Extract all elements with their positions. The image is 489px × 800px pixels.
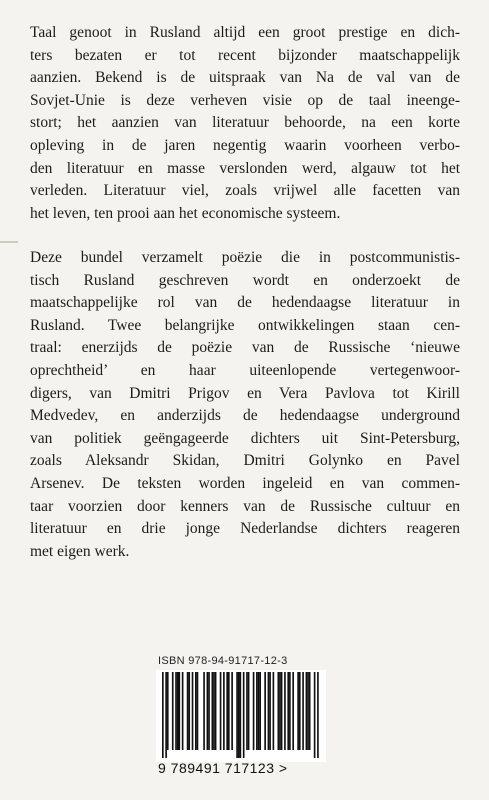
barcode-bar: [264, 672, 266, 750]
barcode-bar: [292, 672, 294, 750]
barcode-bar: [248, 672, 250, 750]
barcode-bar: [273, 672, 275, 750]
text-line: zoals Aleksandr Skidan, Dmitri Golynko en Pavel: [30, 452, 460, 470]
barcode-bar: [195, 672, 197, 750]
text-line: aanzien. Bekend is de uitspraak van Na de val van de: [30, 69, 460, 87]
barcode-bar: [287, 672, 289, 750]
barcode-bar: [289, 672, 291, 750]
barcode-bar: [281, 672, 283, 750]
text-line: maatschappelijke rol van de hedendaagse literatuur in: [30, 294, 460, 312]
cover-mark: [0, 241, 18, 243]
barcode-bar: [192, 672, 194, 750]
text-line: Arsenev. De teksten worden ingeleid en van commen-: [30, 474, 460, 492]
barcode-bar: [306, 672, 308, 750]
text-line: van politiek geëngageerde dichters uit Sint-Petersburg,: [30, 429, 460, 447]
text-line: tisch Rusland geschreven wordt en onderzoekt de: [30, 271, 460, 289]
barcode-bar: [179, 672, 181, 750]
barcode-bar: [307, 672, 309, 750]
barcode-bar: [223, 672, 225, 750]
barcode-bar: [297, 672, 299, 750]
barcode-bar: [226, 672, 228, 750]
barcode-bar: [278, 672, 280, 750]
barcode-bar: [167, 672, 169, 750]
text-line: Taal genoot in Rusland altijd een groot prestige en dich-: [30, 24, 460, 41]
barcode-bars: [156, 670, 326, 762]
barcode-bar: [243, 672, 245, 758]
barcode-bar: [228, 672, 230, 750]
barcode-bar: [246, 672, 248, 750]
barcode-bar: [215, 672, 217, 750]
barcode-bar: [188, 672, 190, 750]
text-line: Sovjet-Unie is deze verheven visie op de taal ineenge-: [30, 91, 460, 109]
barcode-digits: 9 789491 717123 >: [158, 760, 288, 776]
barcode-bar: [268, 672, 270, 750]
text-line: taar voorzien door kenners van de Russische cultuur en: [30, 497, 460, 515]
barcode-bar: [302, 672, 304, 750]
isbn-barcode: [156, 670, 326, 762]
barcode-bar: [187, 672, 189, 750]
text-line: digers, van Dmitri Prigov en Vera Pavlova tot Kirill: [30, 384, 460, 402]
barcode-bar: [299, 672, 301, 750]
barcode-bar: [258, 672, 260, 750]
text-line: verleden. Literatuur viel, zoals vrijwel alle facetten van: [30, 182, 460, 200]
text-line: den literatuur en masse verslonden werd, algauw tot het: [30, 159, 460, 177]
barcode-bar: [175, 672, 177, 750]
barcode-bar: [177, 672, 179, 750]
barcode-bar: [259, 672, 261, 750]
text-line: traal: enerzijds de poëzie van de Russische ‘nieuwe: [30, 339, 460, 357]
barcode-bar: [207, 672, 209, 750]
text-line: oprechtheid’ en haar uiteenlopende vertegenwoor-: [30, 361, 460, 379]
barcode-bar: [269, 672, 271, 750]
barcode-bar: [212, 672, 214, 750]
barcode-bar: [231, 672, 233, 750]
text-line: het leven, ten prooi aan het economische systeem.: [30, 204, 341, 222]
barcode-bar: [256, 672, 258, 750]
text-line: Rusland. Twee belangrijke ontwikkelingen staan cen-: [30, 316, 460, 334]
barcode-bar: [279, 672, 281, 750]
text-line: opleving in de jaren negentig waarin voorheen verbo-: [30, 136, 460, 154]
blurb-paragraph-1: [30, 22, 460, 225]
barcode-bar: [165, 672, 167, 758]
text-line: ters bezaten er tot recent bijzonder maatschappelijk: [30, 46, 460, 64]
barcode-bar: [236, 672, 238, 758]
barcode-bar: [240, 672, 242, 758]
barcode-bar: [203, 672, 205, 750]
barcode-bar: [208, 672, 210, 750]
barcode-bar: [284, 672, 286, 750]
text-line: stort; het aanzien van literatuur behoorde, na een korte: [30, 114, 460, 132]
barcode-bar: [238, 672, 240, 758]
barcode-bar: [309, 672, 311, 750]
barcode-bar: [213, 672, 215, 750]
text-line: Medvedev, en anderzijds de hedendaagse underground: [30, 407, 460, 425]
blurb-paragraph-2: [30, 247, 460, 563]
barcode-bar: [197, 672, 199, 750]
barcode-bar: [253, 672, 255, 750]
text-line: met eigen werk.: [30, 542, 130, 560]
barcode-bar: [317, 672, 319, 758]
barcode-bar: [172, 672, 174, 750]
barcode-bar: [182, 672, 184, 750]
barcode-bar: [314, 672, 316, 758]
barcode-bar: [220, 672, 222, 750]
text-line: literatuur en drie jonge Nederlandse dichters reageren: [30, 520, 460, 538]
isbn-label: ISBN 978-94-91717-12-3: [158, 655, 288, 667]
text-line: Deze bundel verzamelt poëzie die in postcommunistis-: [30, 249, 460, 266]
barcode-bar: [162, 672, 164, 758]
